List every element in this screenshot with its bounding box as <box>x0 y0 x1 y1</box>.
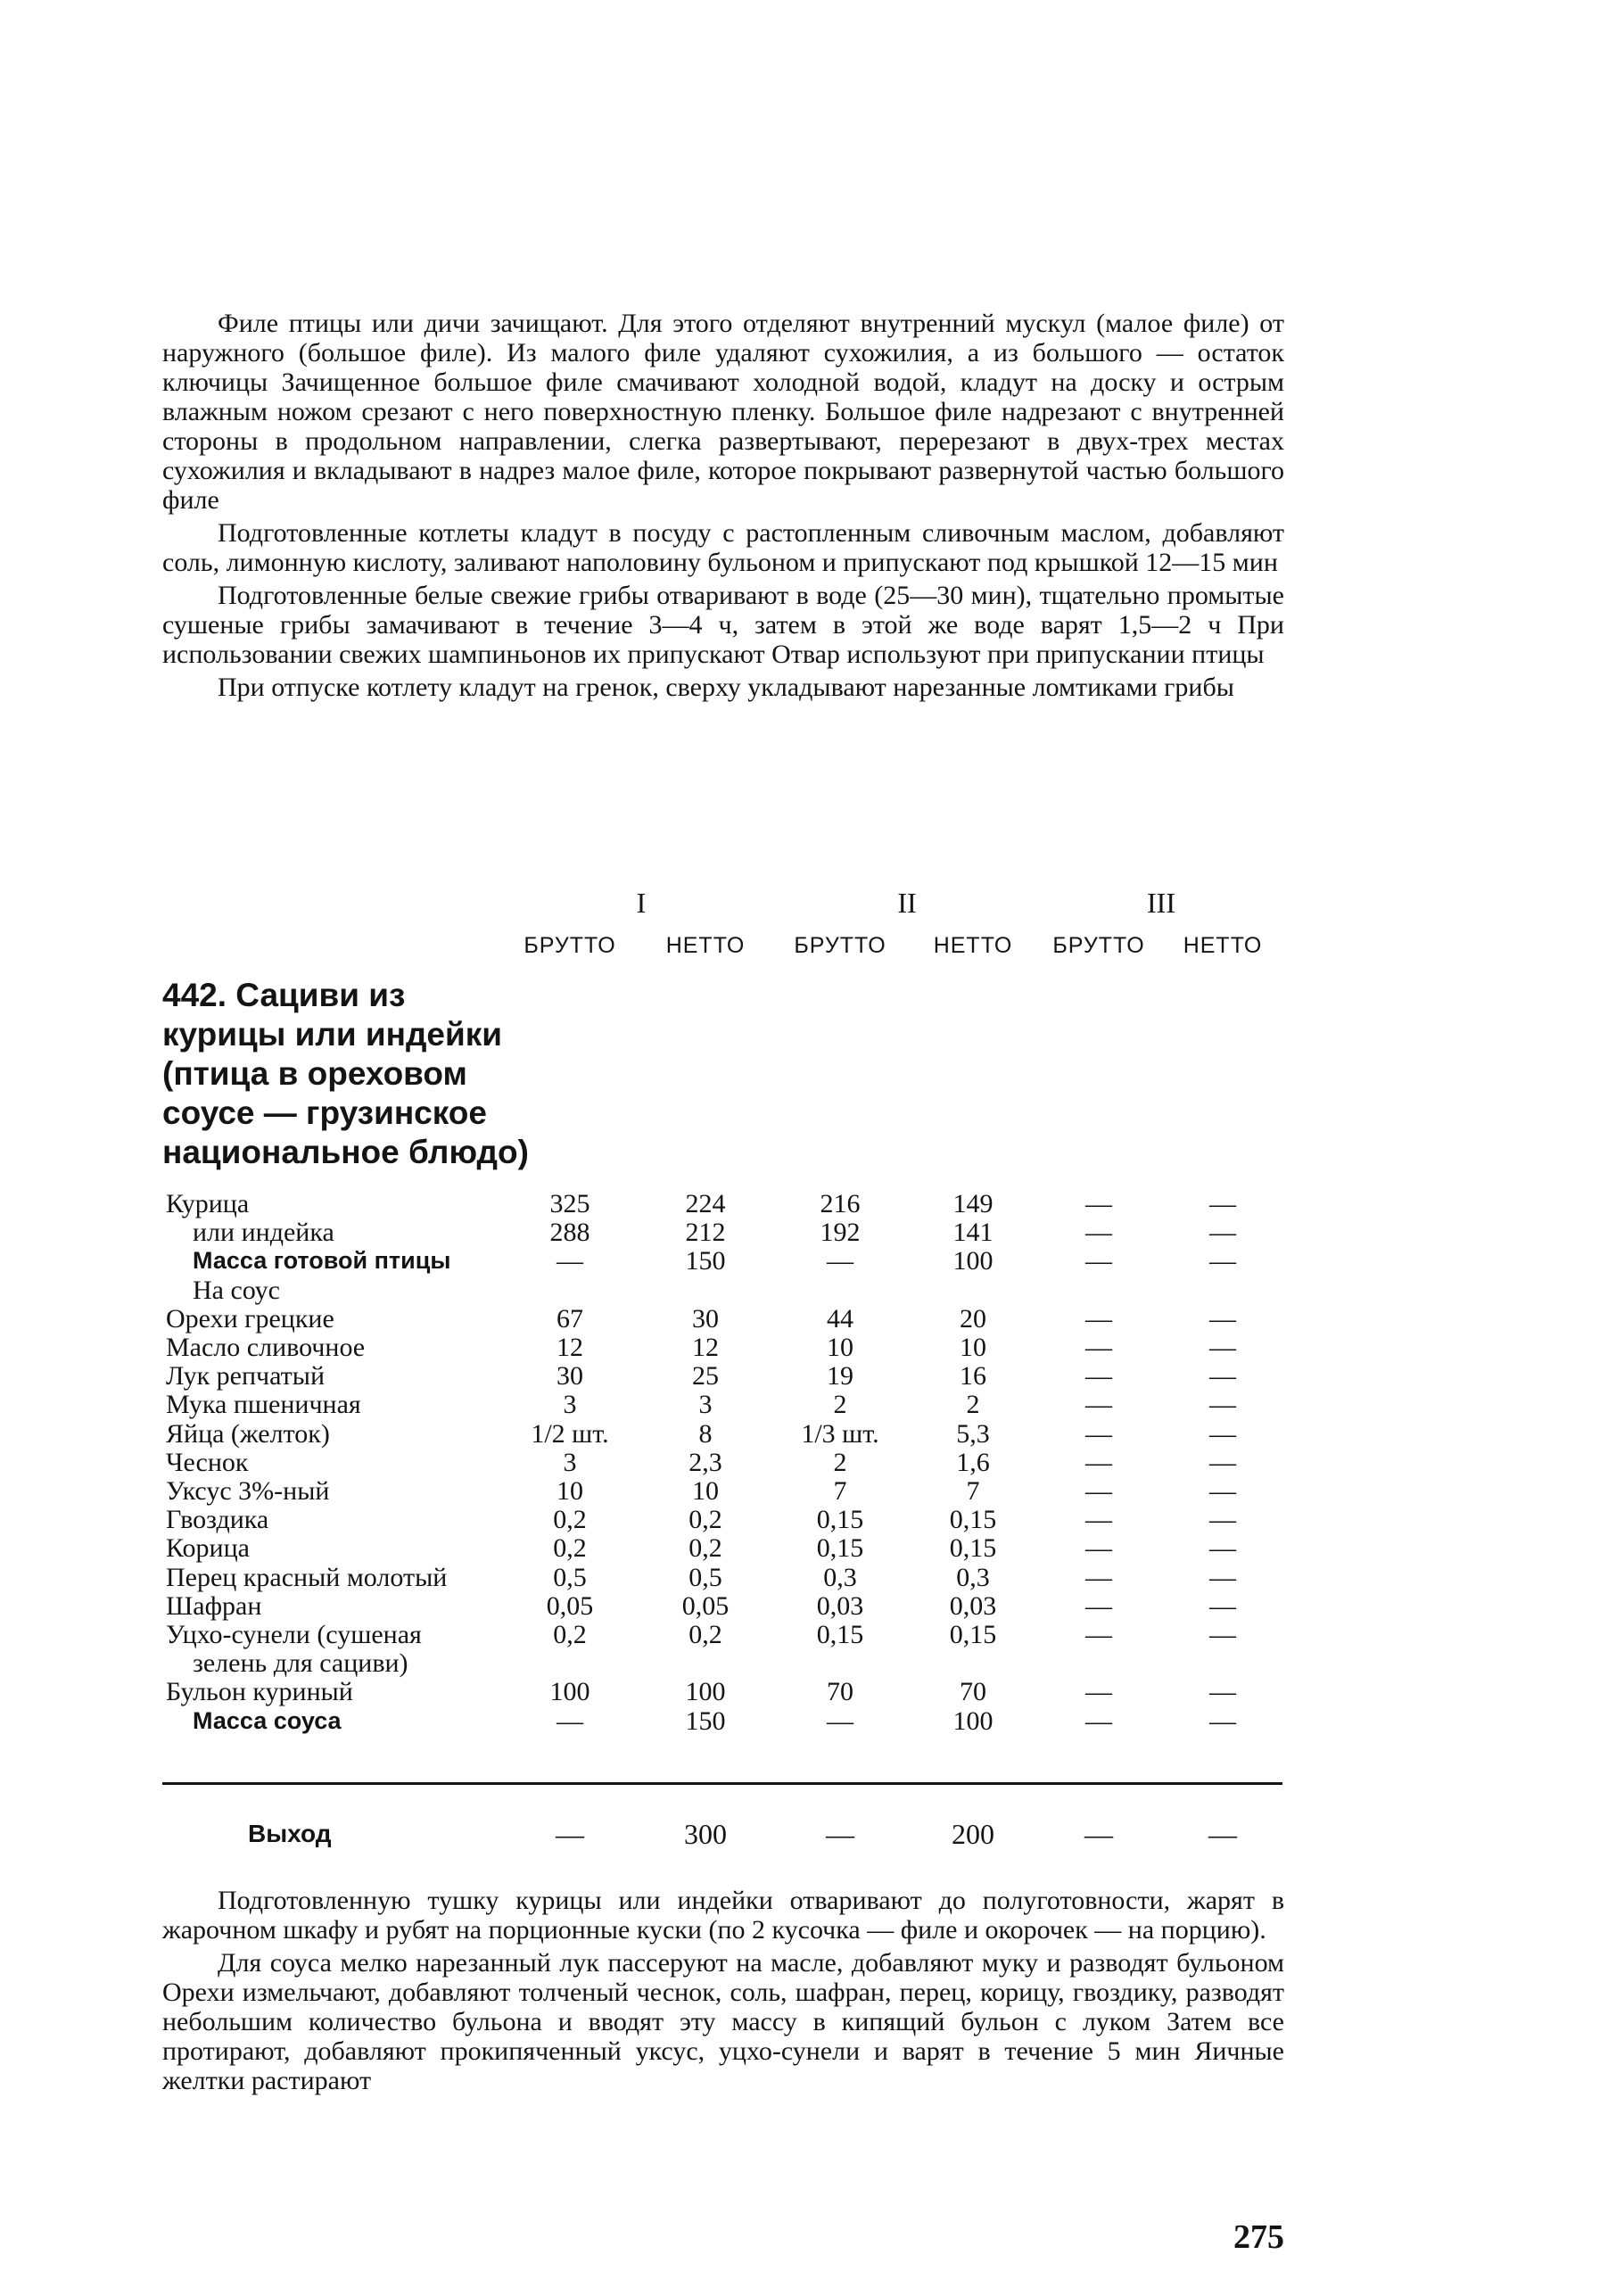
table-row <box>0 1533 1616 1563</box>
table-row <box>0 1648 1616 1678</box>
ingredient-value: 0,15 <box>949 1533 997 1563</box>
ingredient-value: 20 <box>960 1304 986 1334</box>
ingredient-value: 100 <box>685 1677 726 1706</box>
intro-paragraph-4: При отпуске котлету кладут на гренок, сверху укладывают нарезанные ломтиками грибы <box>218 673 1234 702</box>
ingredient-value: — <box>1209 1390 1236 1419</box>
ingredient-value: 3 <box>563 1390 577 1419</box>
ingredient-value: 0,2 <box>553 1533 587 1563</box>
ingredient-value: — <box>1085 1505 1112 1534</box>
ingredient-value: — <box>1209 1448 1236 1477</box>
ingredient-value: 12 <box>692 1333 719 1362</box>
ingredient-value: 19 <box>827 1361 853 1391</box>
table-row <box>0 1189 1616 1218</box>
method-paragraph-1: Подготовленную тушку курицы или индейки отваривают до полуготовности, жарят в жарочном шкафу и рубят на порционные куски (по 2 кусочка — филе и окорочек — на порцию). <box>162 1886 1284 1945</box>
yield-value: — <box>556 1818 584 1850</box>
ingredient-name: Гвоздика <box>166 1505 269 1534</box>
ingredient-value: 2 <box>833 1390 847 1419</box>
ingredient-value: — <box>1209 1304 1236 1334</box>
ingredient-value: 0,15 <box>816 1505 864 1534</box>
table-row <box>0 1246 1616 1276</box>
table-row <box>0 1276 1616 1305</box>
ingredient-name: Курица <box>166 1189 250 1218</box>
ingredient-value: — <box>557 1706 583 1736</box>
ingredient-name: Яйца (желток) <box>166 1419 330 1449</box>
ingredient-value: — <box>1209 1218 1236 1247</box>
ingredient-value: — <box>1085 1677 1112 1706</box>
ingredient-value: — <box>827 1246 853 1276</box>
intro-paragraph-3: Подготовленные белые свежие грибы отваривают в воде (25—30 мин), тщательно промытые сушеные грибы замачивают в течение 3—4 ч, затем в этой же воде варят 1,5—2 ч При использовании свежих шампиньонов их припускают Отвар используют при припускании птицы <box>162 581 1284 669</box>
ingredient-name: Корица <box>166 1533 250 1563</box>
ingredient-name: Чеснок <box>166 1448 249 1477</box>
ingredient-value: — <box>1085 1533 1112 1563</box>
ingredient-value: — <box>1209 1189 1236 1218</box>
ingredient-value: 1/3 шт. <box>801 1419 879 1449</box>
ingredient-value: — <box>1209 1706 1236 1736</box>
yield-value: — <box>826 1818 854 1850</box>
intro-text <box>162 309 1284 706</box>
table-row <box>0 1591 1616 1621</box>
table-row <box>0 1304 1616 1334</box>
table-row <box>0 1563 1616 1592</box>
column-header: БРУТТО <box>794 933 886 958</box>
table-row <box>0 1476 1616 1506</box>
ingredient-value: 2 <box>833 1448 847 1477</box>
ingredient-value: 212 <box>685 1218 726 1247</box>
ingredient-value: 150 <box>685 1246 726 1276</box>
ingredient-value: 0,03 <box>949 1591 997 1621</box>
ingredient-name: Бульон куриный <box>166 1677 353 1706</box>
table-row <box>0 1419 1616 1449</box>
ingredient-value: 12 <box>557 1333 583 1362</box>
table-row <box>0 1706 1616 1736</box>
ingredient-value: 0,5 <box>688 1563 722 1592</box>
ingredient-value: 100 <box>952 1706 994 1736</box>
yield-value: 300 <box>684 1818 727 1850</box>
ingredient-value: — <box>1209 1677 1236 1706</box>
ingredient-value: 192 <box>820 1218 861 1247</box>
ingredient-value: — <box>1209 1563 1236 1592</box>
ingredient-value: — <box>1085 1706 1112 1736</box>
ingredient-value: 44 <box>827 1304 853 1334</box>
method-text <box>162 1886 1284 2099</box>
ingredient-value: 2,3 <box>688 1448 722 1477</box>
ingredient-value: 0,15 <box>949 1620 997 1649</box>
yield-value: — <box>1208 1818 1237 1850</box>
ingredient-value: — <box>1209 1361 1236 1391</box>
ingredient-value: 0,2 <box>688 1505 722 1534</box>
yield-label: Выход <box>248 1820 332 1847</box>
table-row <box>0 1620 1616 1649</box>
ingredient-value: 224 <box>685 1189 726 1218</box>
ingredient-value: 0,05 <box>681 1591 730 1621</box>
ingredient-value: 325 <box>549 1189 590 1218</box>
ingredient-value: — <box>1085 1591 1112 1621</box>
ingredient-value: 30 <box>692 1304 719 1334</box>
ingredient-value: — <box>1085 1304 1112 1334</box>
ingredient-value: — <box>1209 1505 1236 1534</box>
ingredient-value: — <box>1085 1333 1112 1362</box>
table-row <box>0 1448 1616 1477</box>
yield-value: — <box>1084 1818 1113 1850</box>
ingredient-value: — <box>1085 1390 1112 1419</box>
column-header: НЕТТО <box>933 933 1013 958</box>
recipe-title: 442. Сациви из курицы или индейки (птица в ореховом соусе — грузинское национальное блюдо) <box>162 977 529 1170</box>
table-row <box>0 1361 1616 1391</box>
ingredient-value: — <box>1085 1563 1112 1592</box>
ingredient-value: — <box>1209 1620 1236 1649</box>
ingredient-value: 0,03 <box>816 1591 864 1621</box>
method-paragraph-2: Для соуса мелко нарезанный лук пассеруют на масле, добавляют муку и разводят бульоном Орехи измельчают, добавляют толченый чеснок, соль, шафран, перец, корицу, гвоздику, разводят небольшим количество бульона и вводят эту массу в кипящий бульон с луком Затем все протирают, добавляют прокипяченный уксус, уцхо-сунели и варят в течение 5 мин Яичные желтки растирают <box>162 1948 1284 2095</box>
ingredient-name: Мука пшеничная <box>166 1390 361 1419</box>
table-row <box>0 1333 1616 1362</box>
ingredient-name: Масса готовой птицы <box>193 1247 451 1274</box>
ingredient-value: 2 <box>966 1390 980 1419</box>
ingredient-value: — <box>1085 1620 1112 1649</box>
ingredient-value: — <box>1209 1333 1236 1362</box>
ingredient-value: 10 <box>557 1476 583 1506</box>
ingredient-value: — <box>1085 1218 1112 1247</box>
ingredient-name: На соус <box>193 1276 280 1305</box>
ingredient-value: 100 <box>549 1677 590 1706</box>
group-header-3: III <box>1147 887 1175 919</box>
table-rule <box>162 1782 1282 1785</box>
ingredient-value: 8 <box>698 1419 713 1449</box>
table-row <box>0 1390 1616 1419</box>
ingredient-value: 0,3 <box>956 1563 990 1592</box>
group-header-2: II <box>897 887 917 919</box>
column-header: БРУТТО <box>524 933 616 958</box>
ingredient-value: 70 <box>827 1677 853 1706</box>
ingredient-value: 0,15 <box>816 1533 864 1563</box>
ingredient-value: 0,2 <box>688 1620 722 1649</box>
ingredient-name: Шафран <box>166 1591 262 1621</box>
ingredient-value: 1/2 шт. <box>531 1419 609 1449</box>
ingredient-value: 288 <box>549 1218 590 1247</box>
ingredient-value: — <box>1209 1476 1236 1506</box>
ingredient-name: Масло сливочное <box>166 1333 366 1362</box>
ingredient-value: 0,2 <box>553 1505 587 1534</box>
ingredient-value: — <box>1209 1246 1236 1276</box>
ingredient-value: 70 <box>960 1677 986 1706</box>
ingredient-value: — <box>1209 1591 1236 1621</box>
ingredient-name: зелень для сациви) <box>193 1648 408 1678</box>
intro-paragraph-1: Филе птицы или дичи зачищают. Для этого отделяют внутренний мускул (малое филе) от наружного (большое филе). Из малого филе удаляют сухожилия, а из большого — остаток ключицы Зачищенное большое филе смачивают холодной водой, кладут на доску и острым влажным ножом срезают с него поверхностную пленку. Большое филе надрезают с внутренней стороны в продольном направлении, слегка развертывают, перерезают в двух-трех местах сухожилия и вкладывают в надрез малое филе, которое покрывают развернутой частью большого филе <box>162 309 1284 515</box>
ingredient-name: Масса соуса <box>193 1707 342 1734</box>
ingredient-value: — <box>1085 1419 1112 1449</box>
table-row <box>0 1218 1616 1247</box>
ingredient-name: или индейка <box>193 1218 334 1247</box>
ingredient-value: 3 <box>563 1448 577 1477</box>
ingredient-value: — <box>1085 1448 1112 1477</box>
ingredient-name: Уксус 3%-ный <box>166 1476 330 1506</box>
ingredient-value: — <box>1209 1533 1236 1563</box>
ingredient-value: 100 <box>952 1246 994 1276</box>
column-header: БРУТТО <box>1052 933 1145 958</box>
ingredient-value: 10 <box>960 1333 986 1362</box>
ingredient-value: — <box>557 1246 583 1276</box>
yield-row <box>0 1816 1616 1852</box>
ingredient-value: 149 <box>952 1189 994 1218</box>
ingredient-name: Перец красный молотый <box>166 1563 448 1592</box>
ingredient-value: 10 <box>692 1476 719 1506</box>
ingredient-value: 7 <box>833 1476 847 1506</box>
group-header-1: I <box>636 887 647 919</box>
ingredient-value: 141 <box>952 1218 994 1247</box>
ingredient-value: — <box>1209 1419 1236 1449</box>
ingredient-value: 1,6 <box>956 1448 990 1477</box>
ingredient-value: 16 <box>960 1361 986 1391</box>
column-header: НЕТТО <box>1183 933 1263 958</box>
column-header: НЕТТО <box>665 933 746 958</box>
ingredient-value: — <box>1085 1476 1112 1506</box>
ingredient-value: 0,3 <box>823 1563 857 1592</box>
ingredient-value: 25 <box>692 1361 719 1391</box>
ingredient-value: 7 <box>966 1476 980 1506</box>
ingredient-name: Орехи грецкие <box>166 1304 334 1334</box>
ingredient-value: — <box>827 1706 853 1736</box>
ingredient-value: 150 <box>685 1706 726 1736</box>
ingredient-value: 10 <box>827 1333 853 1362</box>
table-row <box>0 1505 1616 1534</box>
ingredient-value: 0,15 <box>816 1620 864 1649</box>
ingredient-value: 216 <box>820 1189 861 1218</box>
page-number: 275 <box>1233 2218 1284 2256</box>
ingredient-value: — <box>1085 1361 1112 1391</box>
ingredient-value: 0,5 <box>553 1563 587 1592</box>
ingredient-value: — <box>1085 1189 1112 1218</box>
ingredient-name: Лук репчатый <box>166 1361 325 1391</box>
intro-paragraph-2: Подготовленные котлеты кладут в посуду с растопленным сливочным маслом, добавляют соль, лимонную кислоту, заливают наполовину бульоном и припускают под крышкой 12—15 мин <box>162 518 1284 577</box>
ingredient-value: — <box>1085 1246 1112 1276</box>
ingredient-value: 0,15 <box>949 1505 997 1534</box>
ingredient-value: 3 <box>698 1390 713 1419</box>
ingredient-value: 67 <box>557 1304 583 1334</box>
yield-value: 200 <box>952 1818 994 1850</box>
table-row <box>0 1677 1616 1706</box>
ingredient-value: 5,3 <box>956 1419 990 1449</box>
ingredient-value: 0,05 <box>546 1591 594 1621</box>
ingredient-value: 0,2 <box>553 1620 587 1649</box>
ingredient-value: 30 <box>557 1361 583 1391</box>
ingredient-value: 0,2 <box>688 1533 722 1563</box>
ingredient-name: Уцхо-сунели (сушеная <box>166 1620 422 1649</box>
